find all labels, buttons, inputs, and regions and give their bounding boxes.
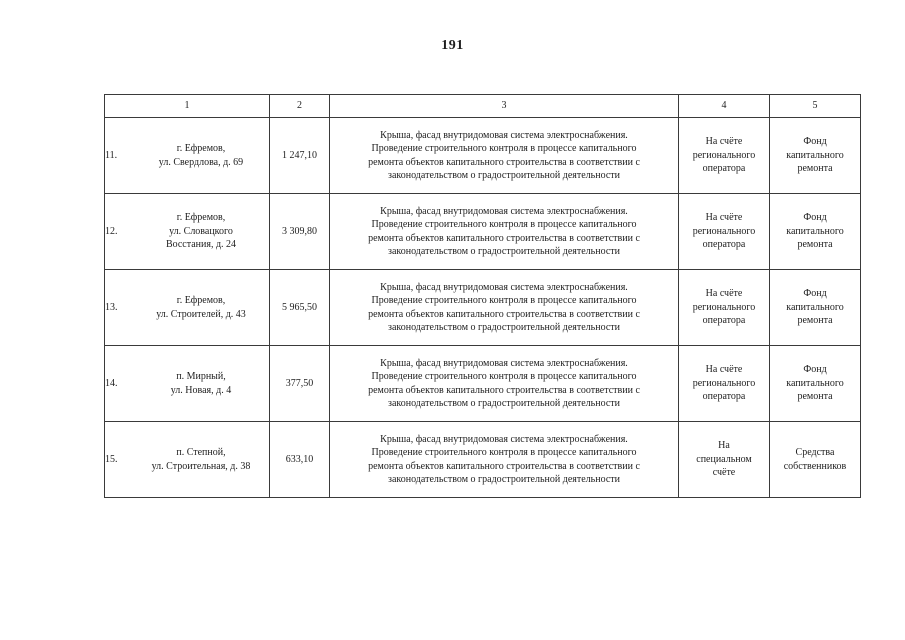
funding-cell — [770, 422, 861, 498]
account-cell — [679, 194, 770, 270]
address — [133, 211, 269, 252]
works-cell — [330, 194, 679, 270]
address-line: Восстания, д. 24 — [165, 239, 237, 251]
account-line: регионального — [692, 225, 756, 237]
address-line: ул. Строительная, д. 38 — [151, 460, 251, 472]
works-line: Проведение строительного контроля в процессе капитального — [371, 295, 637, 306]
works-line: Крыша, фасад внутридомовая система электроснабжения. — [380, 205, 628, 217]
area-cell: 1 247,10 — [270, 118, 330, 194]
address-cell — [105, 270, 270, 346]
table-row — [105, 270, 861, 346]
works-line: Проведение строительного контроля в процессе капитального — [371, 219, 637, 230]
funding-cell — [770, 118, 861, 194]
address-line: п. Мирный, — [176, 371, 226, 382]
works-line: законодательством о градостроительной деятельности — [388, 246, 620, 257]
address — [133, 142, 269, 169]
address-line: ул. Словацкого — [169, 225, 233, 237]
address-line: г. Ефремов, — [176, 212, 226, 224]
funding-line: ремонта — [797, 239, 833, 251]
header-cell-4: 4 — [679, 95, 770, 118]
address — [133, 370, 269, 397]
funding-line: капитального — [786, 377, 844, 389]
table-body — [105, 95, 861, 498]
header-cell-3: 3 — [330, 95, 679, 118]
works-cell — [330, 118, 679, 194]
account-line: оператора — [702, 163, 746, 175]
account-line: оператора — [702, 391, 746, 403]
account-cell — [679, 118, 770, 194]
account-line: оператора — [702, 239, 746, 251]
funding-cell — [770, 346, 861, 422]
works-line: Крыша, фасад внутридомовая система электроснабжения. — [380, 357, 628, 369]
works-line: законодательством о градостроительной деятельности — [388, 170, 620, 181]
header-cell-5: 5 — [770, 95, 861, 118]
works-line: ремонта объектов капитального строительства в соответствии с — [368, 460, 640, 472]
table-row — [105, 422, 861, 498]
works-cell — [330, 346, 679, 422]
table-row — [105, 346, 861, 422]
funding-line: Средства — [795, 447, 835, 458]
header-row — [105, 95, 861, 118]
table-row — [105, 194, 861, 270]
funding-cell — [770, 270, 861, 346]
account-line: На — [718, 440, 730, 452]
account-line: специальном — [696, 453, 752, 465]
row-number: 14. — [105, 377, 118, 389]
account-line: оператора — [702, 315, 746, 327]
funding-line: Фонд — [803, 288, 827, 300]
works-cell — [330, 270, 679, 346]
address-cell — [105, 422, 270, 498]
works-cell — [330, 422, 679, 498]
area-cell: 3 309,80 — [270, 194, 330, 270]
works-line: Проведение строительного контроля в процессе капитального — [371, 371, 637, 382]
address-line: ул. Новая, д. 4 — [170, 384, 232, 396]
address-cell — [105, 194, 270, 270]
address-line: ул. Строителей, д. 43 — [156, 308, 246, 320]
account-cell — [679, 270, 770, 346]
repair-table — [104, 94, 861, 498]
account-line: регионального — [692, 377, 756, 389]
area-cell: 633,10 — [270, 422, 330, 498]
account-line: На счёте — [705, 288, 743, 300]
funding-line: Фонд — [803, 364, 827, 376]
address-line: п. Степной, — [176, 447, 226, 458]
address-line: г. Ефремов, — [176, 295, 226, 306]
works-line: законодательством о градостроительной деятельности — [388, 474, 620, 485]
address-line: ул. Свердлова, д. 69 — [158, 156, 244, 168]
works-line: законодательством о градостроительной деятельности — [388, 322, 620, 333]
works-line: ремонта объектов капитального строительства в соответствии с — [368, 156, 640, 168]
works-line: ремонта объектов капитального строительства в соответствии с — [368, 232, 640, 244]
row-number: 15. — [105, 453, 118, 465]
area-cell: 377,50 — [270, 346, 330, 422]
address-line: г. Ефремов, — [176, 143, 226, 154]
funding-line: Фонд — [803, 136, 827, 148]
funding-line: ремонта — [797, 163, 833, 175]
works-line: ремонта объектов капитального строительства в соответствии с — [368, 308, 640, 320]
funding-line: ремонта — [797, 315, 833, 327]
funding-line: капитального — [786, 301, 844, 313]
works-line: Крыша, фасад внутридомовая система электроснабжения. — [380, 433, 628, 445]
table-row — [105, 118, 861, 194]
area-cell: 5 965,50 — [270, 270, 330, 346]
address-cell — [105, 346, 270, 422]
funding-line: Фонд — [803, 212, 827, 224]
account-line: регионального — [692, 149, 756, 161]
account-cell — [679, 422, 770, 498]
works-line: Проведение строительного контроля в процессе капитального — [371, 447, 637, 458]
header-cell-1: 1 — [105, 95, 270, 118]
row-number: 11. — [105, 149, 118, 161]
funding-cell — [770, 194, 861, 270]
row-number: 12. — [105, 225, 118, 237]
works-line: Крыша, фасад внутридомовая система электроснабжения. — [380, 281, 628, 293]
row-number: 13. — [105, 301, 118, 313]
address — [133, 294, 269, 321]
address — [133, 446, 269, 473]
works-line: законодательством о градостроительной деятельности — [388, 398, 620, 409]
header-cell-2: 2 — [270, 95, 330, 118]
account-line: счёте — [712, 467, 736, 479]
address-cell — [105, 118, 270, 194]
works-line: Крыша, фасад внутридомовая система электроснабжения. — [380, 129, 628, 141]
account-cell — [679, 346, 770, 422]
account-line: На счёте — [705, 212, 743, 224]
account-line: На счёте — [705, 136, 743, 148]
page-number: 191 — [441, 38, 464, 53]
account-line: регионального — [692, 301, 756, 313]
works-line: ремонта объектов капитального строительства в соответствии с — [368, 384, 640, 396]
funding-line: ремонта — [797, 391, 833, 403]
funding-line: капитального — [786, 225, 844, 237]
account-line: На счёте — [705, 364, 743, 376]
funding-line: капитального — [786, 149, 844, 161]
works-line: Проведение строительного контроля в процессе капитального — [371, 143, 637, 154]
funding-line: собственников — [783, 460, 847, 472]
